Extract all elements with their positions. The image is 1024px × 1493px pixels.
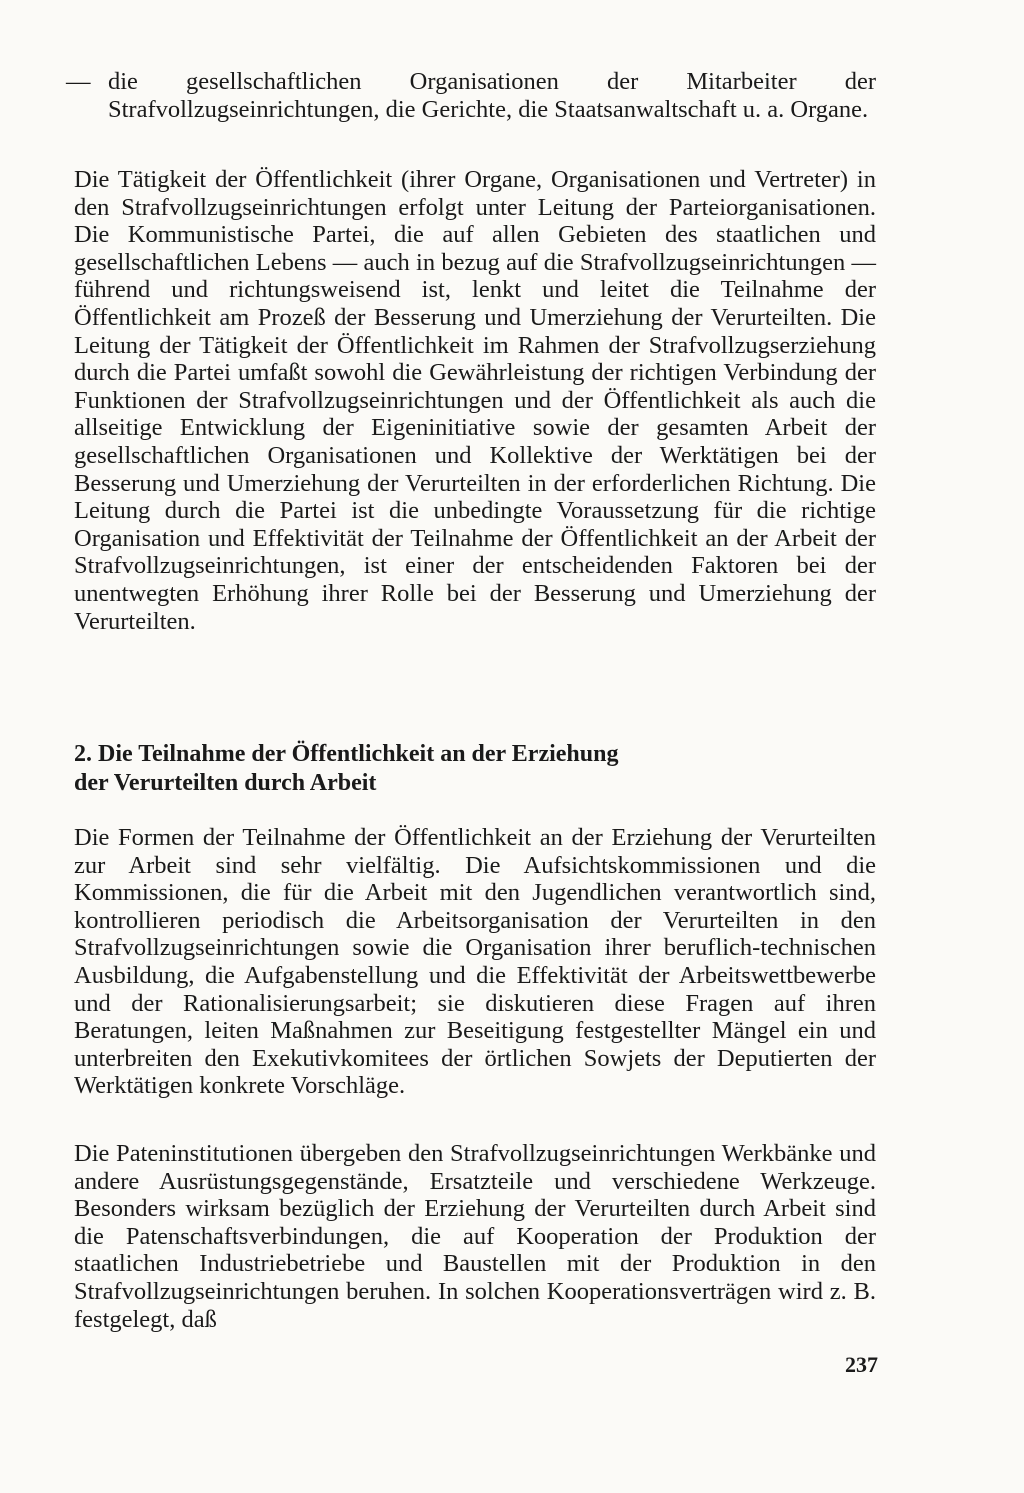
paragraph-patron-institutions: Die Pateninstitutionen übergeben den Strafvollzugseinrichtungen Werkbänke und andere Ausrüstungsgegenstände, Ersatzteile und verschiedene Werkzeuge. Besonders wirksam bezüglich der Erziehung der Verurteilten durch Arbeit sind die Patenschaftsverbindungen, die auf Kooperation der Produktion der staatlichen Industriebetriebe und Baustellen mit der Produktion in den Strafvollzugseinrichtungen beruhen. In solchen Kooperationsverträgen wird z. B. festgelegt, daß (74, 1140, 876, 1333)
list-item (66, 68, 876, 123)
section-heading-line-2: der Verurteilten durch Arbeit (74, 770, 377, 796)
page-number: 237 (845, 1352, 878, 1377)
section-heading (74, 740, 754, 798)
paragraph-forms-of-participation: Die Formen der Teilnahme der Öffentlichkeit an der Erziehung der Verurteilten zur Arbeit sind sehr vielfältig. Die Aufsichtskommissionen und die Kommissionen, die für die Arbeit mit den Jugendlichen verantwortlich sind, kontrollieren periodisch die Arbeitsorganisation der Verurteilten in den Strafvollzugseinrichtungen sowie die Organisation ihrer beruflich-technischen Ausbildung, die Aufgabenstellung und die Effektivität der Arbeitswettbewerbe und der Rationalisierungsarbeit; sie diskutieren diese Fragen auf ihren Beratungen, leiten Maßnahmen zur Beseitigung festgestellter Mängel ein und unterbreiten den Exekutivkomitees der örtlichen Sowjets der Deputierten der Werktätigen konkrete Vorschläge. (74, 824, 876, 1100)
list-item-text: die gesellschaftlichen Organisationen der Mitarbeiter der Strafvollzugseinrichtungen, die Gerichte, die Staatsanwaltschaft u. a. Organe. (108, 68, 876, 123)
section-heading-line-1: 2. Die Teilnahme der Öffentlichkeit an der Erziehung (74, 741, 619, 767)
paragraph-party-leadership: Die Tätigkeit der Öffentlichkeit (ihrer Organe, Organisationen und Vertreter) in den Strafvollzugseinrichtungen erfolgt unter Leitung der Parteiorganisationen. Die Kommunistische Partei, die auf allen Gebieten des staatlichen und gesellschaftlichen Lebens — auch in bezug auf die Strafvollzugseinrichtungen — führend und richtungsweisend ist, lenkt und leitet die Teilnahme der Öffentlichkeit am Prozeß der Besserung und Umerziehung der Verurteilten. Die Leitung der Tätigkeit der Öffentlichkeit im Rahmen der Strafvollzugserziehung durch die Partei umfaßt sowohl die Gewährleistung der richtigen Verbindung der Funktionen der Strafvollzugseinrichtungen und der Öffentlichkeit als auch die allseitige Entwicklung der Eigeninitiative sowie der gesamten Arbeit der gesellschaftlichen Organisationen und Kollektive der Werktätigen bei der Besserung und Umerziehung der Verurteilten in der erforderlichen Richtung. Die Leitung durch die Partei ist die unbedingte Voraussetzung für die richtige Organisation und Effektivität der Teilnahme der Öffentlichkeit an der Arbeit der Strafvollzugseinrichtungen, ist einer der entscheidenden Faktoren bei der unentwegten Erhöhung ihrer Rolle bei der Besserung und Umerziehung der Verurteilten. (74, 166, 876, 635)
list-dash-marker: — (66, 68, 91, 95)
